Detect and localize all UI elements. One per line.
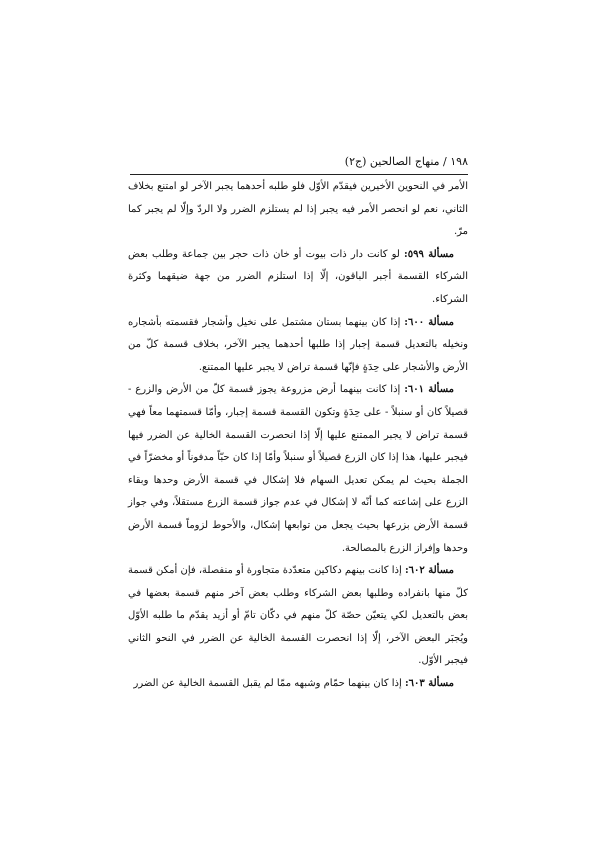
paragraph-text: إذا كانت بينهم دكاكين متعدّدة متجاورة أو منفصلة، فإن أمكن قسمة كلّ منها بانفراده وطلبها بعض الشركاء وطلب بعض آخر منهم قسمة بعضها في بعض بالتعديل لكي يتعيّن حصّة كلّ منهم في دكّان تامّ أو أزيد يقدّم ما طلبه الأوّل ويُجبَر البعض الآخر، إلّا إذا انحصرت القسمة الخالية عن الضرر في النحو الثاني فيجبر الأوّل. [128,565,468,667]
masala-label: مسألة ٦٠٠: [404,316,454,328]
masala-label: مسألة ٦٠٣: [404,678,454,690]
paragraph-masala-600 [128,312,468,380]
paragraph-continuation [128,176,468,244]
paragraph-masala-603 [128,673,468,696]
paragraph-text: إذا كان بينهما بستان مشتمل على نخيل وأشجار فقسمته بأشجاره ونخيله بالتعديل قسمة إجبار إذا طلبها أحدهما يجبر الآخر، بخلاف قسمة كلّ من الأرض والأشجار على حِدَةٍ فإنّها قسمة تراض لا يجبر عليها الممتنع. [128,316,468,373]
paragraph-text: الأمر في النحوين الأخيرين فيقدّم الأوّل فلو طلبه أحدهما يجبر الآخر لو امتنع بخلاف الثاني، نعم لو انحصر الأمر فيه يجبر إذا لم يستلزم الضرر ولا الردّ وإلّا لم يجبر كما مرّ. [128,181,468,238]
paragraph-text: لو كانت دار ذات بيوت أو خان ذات حجر بين جماعة وطلب بعض الشركاء القسمة أجبر الباقون، إلّا إذا استلزم الضرر من جهة ضيقهما وكثرة الشركاء. [128,248,468,305]
paragraph-masala-602 [128,560,468,673]
paragraph-masala-601 [128,379,468,560]
page-header: ١٩٨ / منهاج الصالحين (ج٢) [344,155,468,168]
header-divider [130,174,468,175]
page-body [128,176,468,696]
masala-label: مسألة ٦٠١: [404,384,454,396]
paragraph-masala-599 [128,244,468,312]
paragraph-text: إذا كانت بينهما أرض مزروعة يجوز قسمة كلّ من الأرض والزرع - قصيلاً كان أو سنبلاً - على حِدَةٍ وتكون القسمة قسمة إجبار، وأمّا قسمتهما معاً فهي قسمة تراض لا يجبر الممتنع عليها إلّا إذا انحصرت القسمة الخالية عن الضرر فيها فيجبر عليها، هذا إذا كان الزرع قصيلاً أو سنبلاً وأمّا إذا كان حبّاً مدفوناً أو مخضرّاً في الجملة بحيث لم يمكن تعديل السهام فلا إشكال في قسمة الأرض وحدها وبقاء الزرع على إشاعته كما أنّه لا إشكال في عدم جواز قسمة الزرع مستقلاً، وفي جواز قسمة الأرض بزرعها بحيث يجعل من توابعها إشكال، والأحوط لزوماً قسمة الأرض وحدها وإفراز الزرع بالمصالحة. [128,384,468,554]
masala-label: مسألة ٥٩٩: [404,248,454,260]
paragraph-text: إذا كان بينهما حمّام وشبهه ممّا لم يقبل القسمة الخالية عن الضرر [133,678,405,690]
masala-label: مسألة ٦٠٢: [404,565,454,577]
